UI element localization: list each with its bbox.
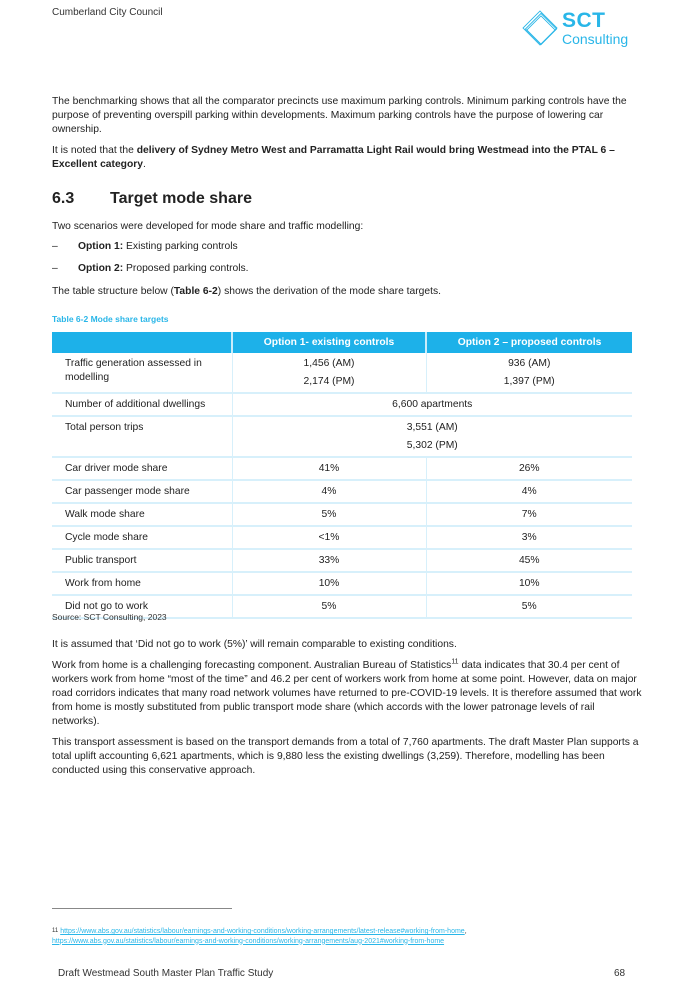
paragraph-transport-assessment: This transport assessment is based on the transport demands from a total of 7,760 apartments. The draft Master Plan supports a total uplift accounting 6,621 apartments, which is 9,880 less the existing dwellings (3,259). Therefore, modelling has been conducted using this conservative approach.	[52, 737, 639, 776]
mode-share-table	[52, 332, 632, 619]
footnote-number: 11	[52, 928, 59, 934]
table-row	[52, 549, 632, 572]
cell-option-2	[426, 353, 632, 393]
table-source: Source: SCT Consulting, 2023	[52, 612, 167, 622]
footer-document-title: Draft Westmead South Master Plan Traffic Study	[58, 968, 274, 979]
logo-text-consulting: Consulting	[562, 31, 629, 47]
ptal-bold: delivery of Sydney Metro West and Parramatta Light Rail would bring Westmead into the PTAL 6 – Excellent category	[52, 145, 615, 170]
table-row	[52, 416, 632, 457]
row-label: Walk mode share	[52, 503, 232, 526]
table-row	[52, 480, 632, 503]
cell-option-2: 10%	[426, 572, 632, 595]
cell-option-2: 5%	[426, 595, 632, 618]
footnote-ref[interactable]: 11	[451, 658, 459, 666]
footnote-divider	[52, 908, 232, 909]
intro-suffix: ) shows the derivation of the mode share targets.	[217, 286, 441, 297]
table-row	[52, 353, 632, 393]
cell-merged: 6,600 apartments	[232, 393, 632, 416]
sct-consulting-logo	[518, 9, 638, 51]
table-row	[52, 457, 632, 480]
table-reference: Table 6-2	[173, 286, 218, 297]
row-label: Public transport	[52, 549, 232, 572]
cell-option-2: 26%	[426, 457, 632, 480]
row-label: Car passenger mode share	[52, 480, 232, 503]
bullet-dash: –	[52, 241, 58, 252]
section-heading	[52, 190, 252, 208]
table-caption: Table 6-2 Mode share targets	[52, 314, 169, 324]
footnote-link-2[interactable]: https://www.abs.gov.au/statistics/labour/earnings-and-working-conditions/working-arrangements/aug-2021#working-from-home	[52, 937, 445, 945]
wfh-text-b: data indicates that 30.4 per cent of workers work from home “most of the time” and 46.2 per cent of workers work from home at some point. However, data on major road corridors indicates that many road network volumes have returned to pre-COVID-19 levels. It is therefore assumed that work from home is mostly substituted from public transport mode share (which accords with the lower patronage levels of rail networks).	[52, 660, 642, 727]
bullet-option-1	[52, 241, 238, 252]
logo-text-sct: SCT	[562, 9, 606, 32]
table-row	[52, 393, 632, 416]
ptal-suffix: .	[143, 159, 146, 170]
bullet-bold: Option 2:	[78, 263, 124, 274]
wfh-text-a: Work from home is a challenging forecasting component. Australian Bureau of Statistics	[52, 660, 452, 671]
row-label: Total person trips	[52, 416, 232, 457]
intro-prefix: The table structure below (	[52, 286, 174, 297]
footnote	[52, 927, 652, 946]
row-label: Number of additional dwellings	[52, 393, 232, 416]
header-option-1: Option 1- existing controls	[232, 332, 426, 353]
row-label: Cycle mode share	[52, 526, 232, 549]
footer-page-number: 68	[614, 968, 626, 979]
footnote-separator: ,	[464, 928, 467, 935]
section-title: Target mode share	[110, 190, 252, 207]
cell-option-2: 45%	[426, 549, 632, 572]
cell-option-2: 4%	[426, 480, 632, 503]
table-row	[52, 503, 632, 526]
cell-pm: 5,302 (PM)	[406, 440, 458, 451]
cell-pm: 1,397 (PM)	[503, 376, 555, 387]
logo-diamond-icon	[518, 9, 562, 51]
row-label: Traffic generation assessed in modelling	[52, 353, 232, 393]
paragraph-benchmarking: The benchmarking shows that all the comparator precincts use maximum parking controls. Minimum parking controls have the purpose of preventing overspill parking within developments. Maximum parking controls have the purpose of lowering car ownership.	[52, 96, 627, 135]
footnote-link-1[interactable]: https://www.abs.gov.au/statistics/labour/earnings-and-working-conditions/working-arrangements/latest-release#working-from-home	[60, 928, 465, 935]
cell-option-1: 5%	[232, 595, 426, 618]
cell-option-1: 10%	[232, 572, 426, 595]
bullet-bold: Option 1:	[78, 241, 124, 252]
bullet-text: Existing parking controls	[123, 241, 238, 252]
paragraph-ptal-note	[52, 144, 642, 172]
cell-option-2: 7%	[426, 503, 632, 526]
paragraph-scenarios: Two scenarios were developed for mode share and traffic modelling:	[52, 221, 364, 232]
cell-merged	[232, 416, 632, 457]
paragraph-did-not-go-to-work: It is assumed that ‘Did not go to work (5%)’ will remain comparable to existing conditions.	[52, 639, 457, 650]
cell-option-1: 4%	[232, 480, 426, 503]
paragraph-work-from-home	[52, 659, 642, 729]
cell-option-1: <1%	[232, 526, 426, 549]
paragraph-table-intro	[52, 285, 642, 299]
cell-pm: 2,174 (PM)	[303, 376, 355, 387]
cell-option-1: 41%	[232, 457, 426, 480]
cell-option-1: 33%	[232, 549, 426, 572]
bullet-dash: –	[52, 263, 58, 274]
header-blank	[52, 332, 232, 353]
header-organization: Cumberland City Council	[52, 7, 163, 18]
cell-option-2: 3%	[426, 526, 632, 549]
cell-am: 936 (AM)	[508, 358, 551, 369]
row-label: Car driver mode share	[52, 457, 232, 480]
cell-option-1	[232, 353, 426, 393]
bullet-option-2	[52, 263, 249, 274]
bullet-text: Proposed parking controls.	[123, 263, 249, 274]
ptal-prefix: It is noted that the	[52, 145, 137, 156]
table-row	[52, 572, 632, 595]
cell-am: 3,551 (AM)	[406, 422, 458, 433]
table-row	[52, 526, 632, 549]
cell-option-1: 5%	[232, 503, 426, 526]
section-number: 6.3	[52, 190, 75, 207]
table-header-row	[52, 332, 632, 353]
row-label: Work from home	[52, 572, 232, 595]
cell-am: 1,456 (AM)	[303, 358, 355, 369]
header-option-2: Option 2 – proposed controls	[426, 332, 632, 353]
row-label: Did not go to work	[52, 595, 232, 618]
